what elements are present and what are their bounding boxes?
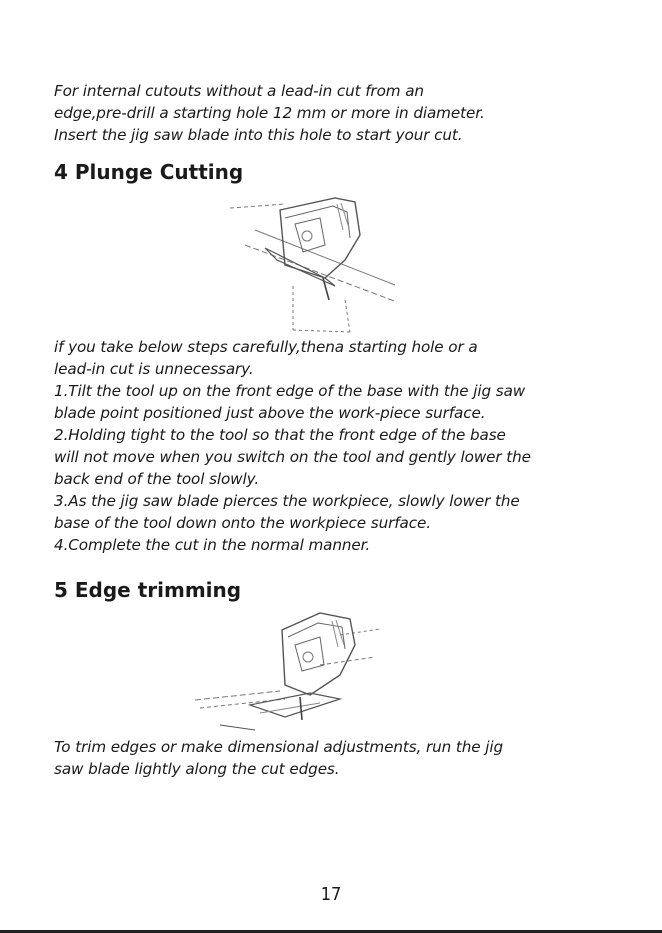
section-4-body: if you take below steps carefully,thena starting hole or a lead-in cut is unnecessary. 1.Tilt the tool up on the front edge of the base with the jig saw blade point positioned just above the work-piece surface. 2.Holding tight to the tool so that the front edge of the base will not move when you switch on the tool and gently lower the back end of the tool slowly. 3.As the jig saw blade pierces the workpiece, slowly lower the base of the tool down onto the workpiece surface. 4.Complete the cut in the normal manner. bbox=[54, 338, 531, 554]
page-number: 17 bbox=[320, 884, 342, 905]
section-5-heading: 5 Edge trimming bbox=[54, 578, 242, 602]
jigsaw-plunge-illustration-icon bbox=[225, 190, 400, 335]
jigsaw-edge-trim-illustration-icon bbox=[190, 605, 390, 735]
intro-paragraph: For internal cutouts without a lead-in cut from an edge,pre-drill a starting hole 12 mm or more in diameter. Insert the jig saw blade into this hole to start your cut. bbox=[54, 82, 485, 144]
section-4-heading: 4 Plunge Cutting bbox=[54, 160, 244, 184]
section-5-body: To trim edges or make dimensional adjustments, run the jig saw blade lightly along the cut edges. bbox=[54, 738, 504, 778]
